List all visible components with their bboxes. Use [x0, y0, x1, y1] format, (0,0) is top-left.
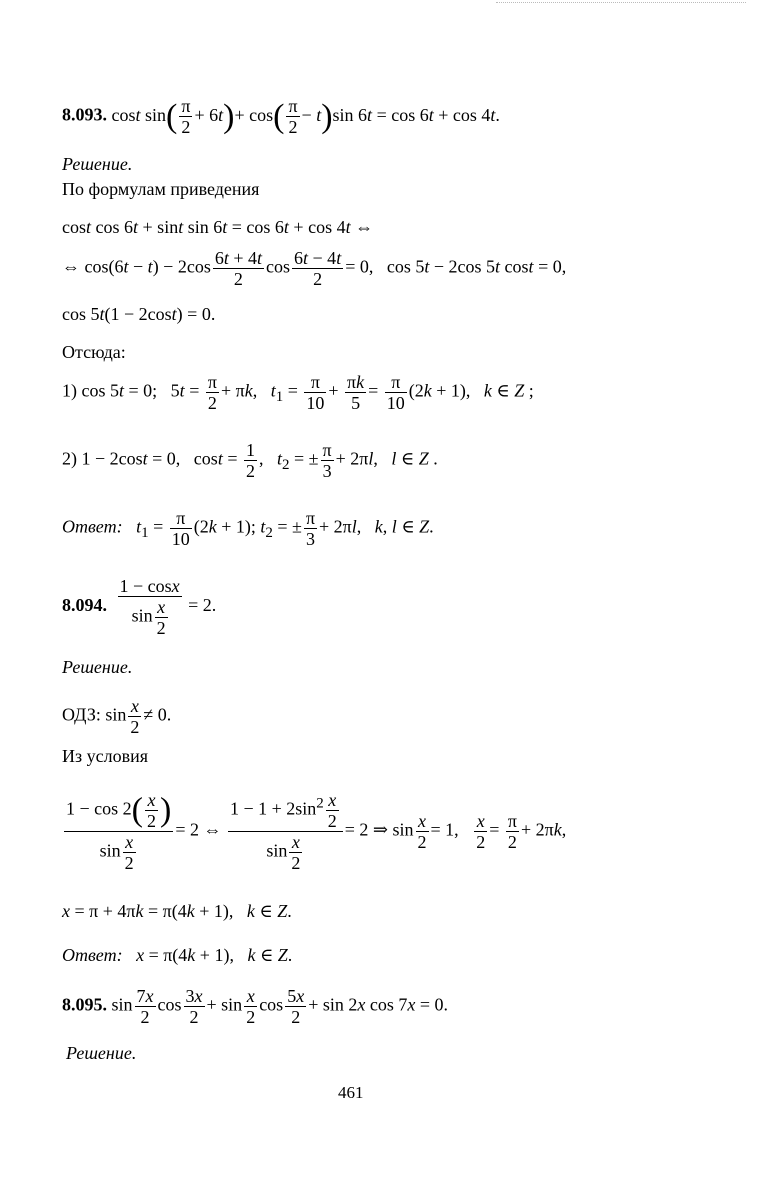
case-1: 1) cos 5t = 0; 5t = $\frac{\pi}{2}$ + πk, $t_1$ = $\frac{\pi}{10}$ + $\frac{\pi k}{5}$ = $\frac{\pi}{10}$ (2k + 1), k ∈ Z ;: [62, 372, 534, 413]
problem-number: 8.093.: [62, 104, 107, 125]
equation: cost sin( $\frac{\pi}{2}$ + 6t)+ cos( $\frac{\pi}{2}$ − t)sin 6t = cos 6t + cos 4t.: [111, 96, 500, 137]
solution-label: Решение.: [66, 1043, 137, 1063]
odz-label: ОДЗ:: [62, 704, 101, 725]
answer-8094: Ответ: x = π(4k + 1), k ∈ Z.: [62, 945, 293, 965]
equation-line: cost cos 6t + sint sin 6t = cos 6t + cos 4t ⇔: [62, 217, 374, 237]
solution-label: Решение.: [62, 154, 133, 174]
problem-8095-statement: 8.095. sin $\frac{7x}{2}$ cos $\frac{3x}{2}$ + sin $\frac{x}{2}$ cos $\frac{5x}{2}$ + sin 2x cos 7x = 0.: [62, 986, 449, 1027]
answer-label: Ответ:: [62, 516, 123, 537]
equation-line: ⇔ cos(6t − t) − 2cos $\frac{6t + 4t}{2}$ cos $\frac{6t - 4t}{2}$ = 0, cos 5t − 2cos 5t cost = 0,: [62, 248, 567, 289]
page-number: 461: [338, 1083, 364, 1102]
from-condition-text: Из условия: [62, 746, 148, 766]
method-text: По формулам приведения: [62, 179, 260, 199]
problem-number: 8.095.: [62, 994, 107, 1015]
problem-8094-statement: 8.094. 1 − cosx sin $\frac{x}{2}$ = 2.: [62, 576, 217, 638]
scan-mark: [496, 2, 746, 5]
answer-label: Ответ:: [62, 945, 123, 965]
case-2: 2) 1 − 2cost = 0, cost = $\frac{1}{2}$ , $t_2$ = ± $\frac{\pi}{3}$ + 2πl, l ∈ Z .: [62, 440, 438, 481]
solution-label: Решение.: [62, 657, 133, 677]
hence-text: Отсюда:: [62, 342, 126, 362]
equation-line: cos 5t(1 − 2cost) = 0.: [62, 304, 216, 324]
problem-8093-statement: [62, 96, 500, 137]
answer-8093: Ответ: $t_1$ = $\frac{\pi}{10}$ (2k + 1); $t_2$ = ± $\frac{\pi}{3}$ + 2πl, k, l ∈ Z.: [62, 508, 434, 549]
equation-line: 1 − cos 2( $\frac{x}{2}$ ) sin $\frac{x}{2}$ = 2 ⇔ $1 - 1 + 2\sin^2$ $\frac{x}{2}$ sin $\frac{x}{2}$ = 2 ⇒ sin $\frac{x}{2}$ = 1, $\frac{x}{2}$ = $\frac{\pi}{2}$ + 2πk,: [66, 790, 567, 873]
problem-number: 8.094.: [62, 595, 107, 616]
equation-line: x = π + 4πk = π(4k + 1), k ∈ Z.: [62, 901, 292, 921]
odz-line: ОДЗ: sin $\frac{x}{2}$ ≠ 0.: [62, 696, 172, 737]
